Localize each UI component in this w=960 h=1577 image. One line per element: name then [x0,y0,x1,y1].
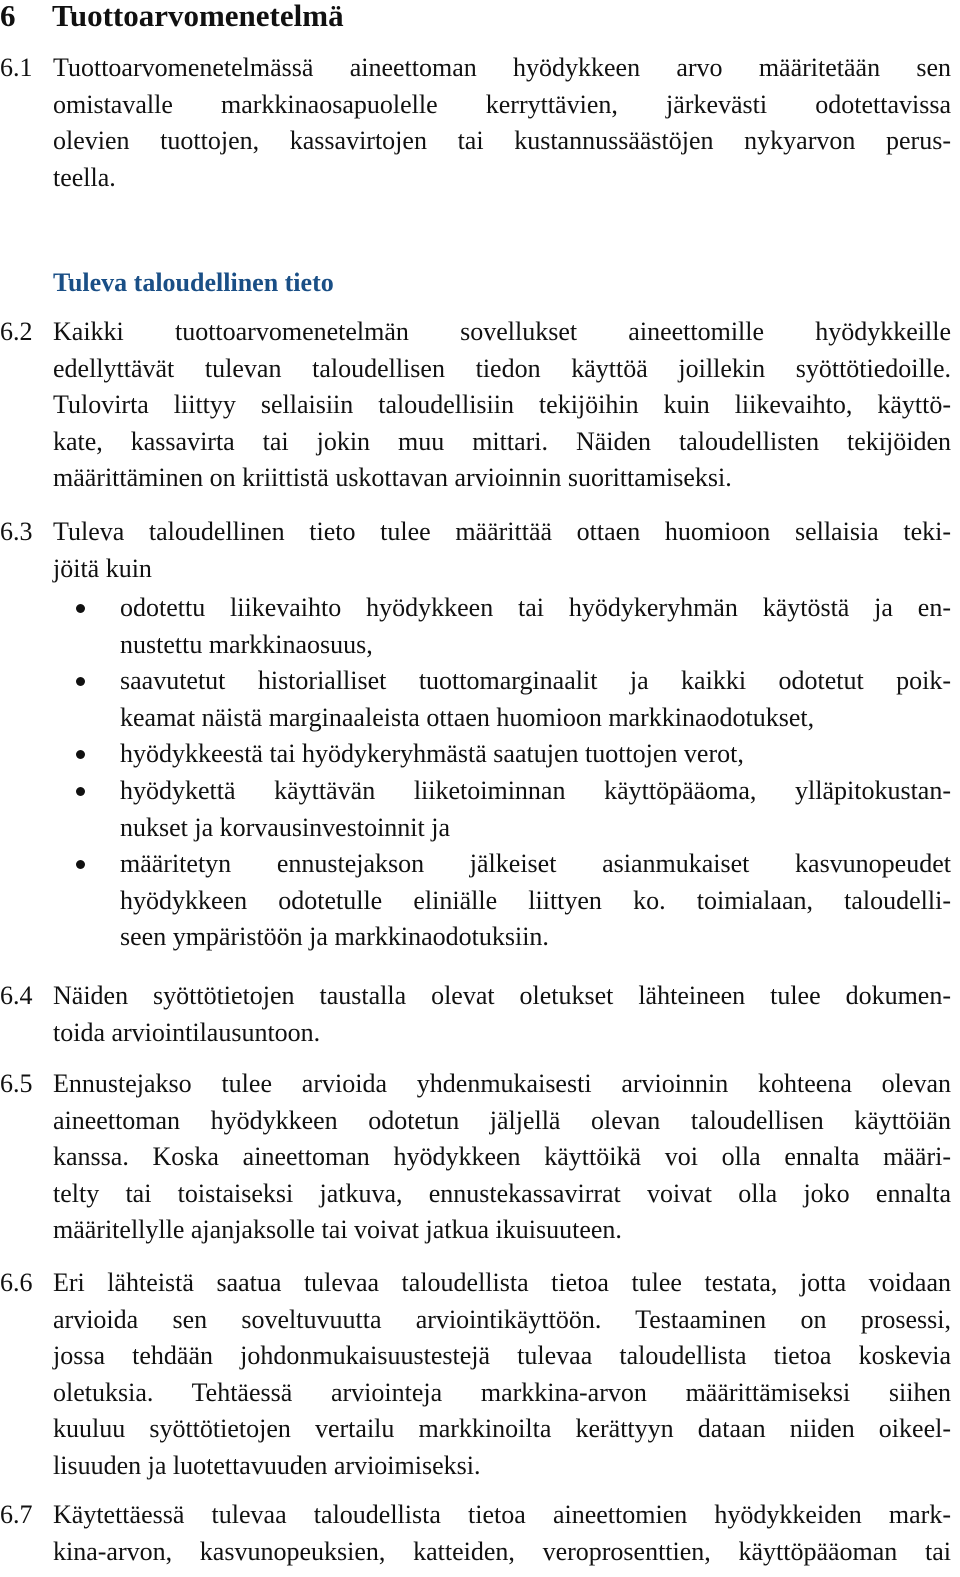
paragraph-line: Eri lähteistä saatua tulevaa taloudellista tietoa tulee testata, jotta voidaan [53,1268,951,1297]
chapter-heading [0,0,344,38]
bullet-list [0,590,951,956]
chapter-title: Tuottoarvomenetelmä [52,0,344,33]
paragraph-line: aineettoman hyödykkeen odotetun jäljellä olevan taloudellisen käyttöiän [53,1105,951,1135]
list-item-line: saavutetut historialliset tuottomarginaalit ja kaikki odotetut poik- [120,666,951,696]
paragraph-6-2 [0,314,951,497]
list-item [0,663,951,736]
paragraph-line: kate, kassavirta tai jokin muu mittari. Näiden taloudellisten tekijöiden [53,426,951,456]
paragraph-number: 6.4 [0,981,33,1010]
list-item-line: hyödykkeen odotetulle eliniälle liittyen ko. toimialaan, taloudelli- [120,885,951,915]
paragraph-6-6 [0,1265,951,1485]
paragraph-number: 6.2 [0,317,33,346]
list-item-line: hyödykettä käyttävän liiketoiminnan käyttöpääoma, ylläpitokustan- [120,775,951,805]
paragraph-line: kanssa. Koska aineettoman hyödykkeen käyttöikä voi olla ennalta määri- [53,1142,951,1172]
list-item-line: määritetyn ennustejakson jälkeiset asianmukaiset kasvunopeudet [120,849,951,879]
section-subheading: Tuleva taloudellinen tieto [53,268,334,297]
paragraph-6-3 [0,514,951,587]
paragraph-number: 6.3 [0,517,33,546]
paragraph-line: jöitä kuin [53,553,152,583]
paragraph-line: kuuluu syöttötietojen vertailu markkinoilta kerättyyn dataan niiden oikeel- [53,1414,951,1444]
list-item-line: keamat näistä marginaaleista ottaen huomioon markkinaodotukset, [120,702,815,732]
paragraph-line: Ennustejakso tulee arvioida yhdenmukaisesti arvioinnin kohteena olevan [53,1069,951,1098]
paragraph-line: Näiden syöttötietojen taustalla olevat oletukset lähteineen tulee dokumen- [53,981,951,1010]
list-item [0,773,951,846]
bullet-icon [76,750,85,759]
paragraph-line: olevien tuottojen, kassavirtojen tai kustannussäästöjen nykyarvon perus- [53,126,951,156]
paragraph-6-7 [0,1497,951,1570]
paragraph-line: Tuleva taloudellinen tieto tulee määrittää ottaen huomioon sellaisia teki- [53,517,951,546]
bullet-icon [76,860,85,869]
list-item-line: odotettu liikevaihto hyödykkeen tai hyödykeryhmän käytöstä ja en- [120,593,951,622]
list-item [0,590,951,663]
paragraph-line: määritellylle ajanjaksolle tai voivat jatkua ikuisuuteen. [53,1215,622,1245]
bullet-icon [76,677,85,686]
paragraph-line: omistavalle markkinaosapuolelle kerryttävien, järkevästi odotettavissa [53,89,951,119]
paragraph-6-1 [0,50,951,196]
list-item-line: seen ympäristöön ja markkinaodotuksiin. [120,922,549,952]
bullet-icon [76,787,85,796]
paragraph-line: teella. [53,162,116,192]
list-item-line: nustettu markkinaosuus, [120,629,373,659]
paragraph-6-5 [0,1066,951,1249]
paragraph-line: Tulovirta liittyy sellaisiin taloudellisiin tekijöihin kuin liikevaihto, käyttö- [53,390,951,420]
paragraph-line: Kaikki tuottoarvomenetelmän sovellukset aineettomille hyödykkeille [53,317,951,346]
paragraph-line: lisuuden ja luotettavuuden arvioimiseksi. [53,1450,481,1480]
paragraph-line: Käytettäessä tulevaa taloudellista tietoa aineettomien hyödykkeiden mark- [53,1500,951,1529]
paragraph-line: jossa tehdään johdonmukaisuustestejä tulevaa taloudellista tietoa koskevia [53,1341,951,1371]
paragraph-number: 6.6 [0,1268,33,1297]
paragraph-6-4 [0,978,951,1051]
paragraph-line: arvioida sen soveltuvuutta arviointikäyttöön. Testaaminen on prosessi, [53,1304,951,1334]
paragraph-number: 6.1 [0,53,33,82]
paragraph-number: 6.5 [0,1069,33,1098]
paragraph-line: toida arviointilausuntoon. [53,1017,321,1047]
paragraph-line: oletuksia. Tehtäessä arviointeja markkina-arvon määrittämiseksi siihen [53,1377,951,1407]
paragraph-line: kina-arvon, kasvunopeuksien, katteiden, veroprosenttien, käyttöpääoman tai [53,1536,951,1566]
chapter-number: 6 [0,0,16,33]
paragraph-number: 6.7 [0,1500,33,1529]
paragraph-line: Tuottoarvomenetelmässä aineettoman hyödykkeen arvo määritetään sen [53,53,951,82]
list-item-line: nukset ja korvausinvestoinnit ja [120,812,451,842]
paragraph-line: edellyttävät tulevan taloudellisen tiedon käyttöä joillekin syöttötiedoille. [53,353,951,383]
list-item [0,736,951,773]
list-item-line: hyödykkeestä tai hyödykeryhmästä saatujen tuottojen verot, [120,739,744,769]
bullet-icon [76,604,85,613]
list-item [0,846,951,956]
paragraph-line: määrittäminen on kriittistä uskottavan arvioinnin suorittamiseksi. [53,463,732,493]
paragraph-line: telty tai toistaiseksi jatkuva, ennustekassavirrat voivat olla joko ennalta [53,1178,951,1208]
